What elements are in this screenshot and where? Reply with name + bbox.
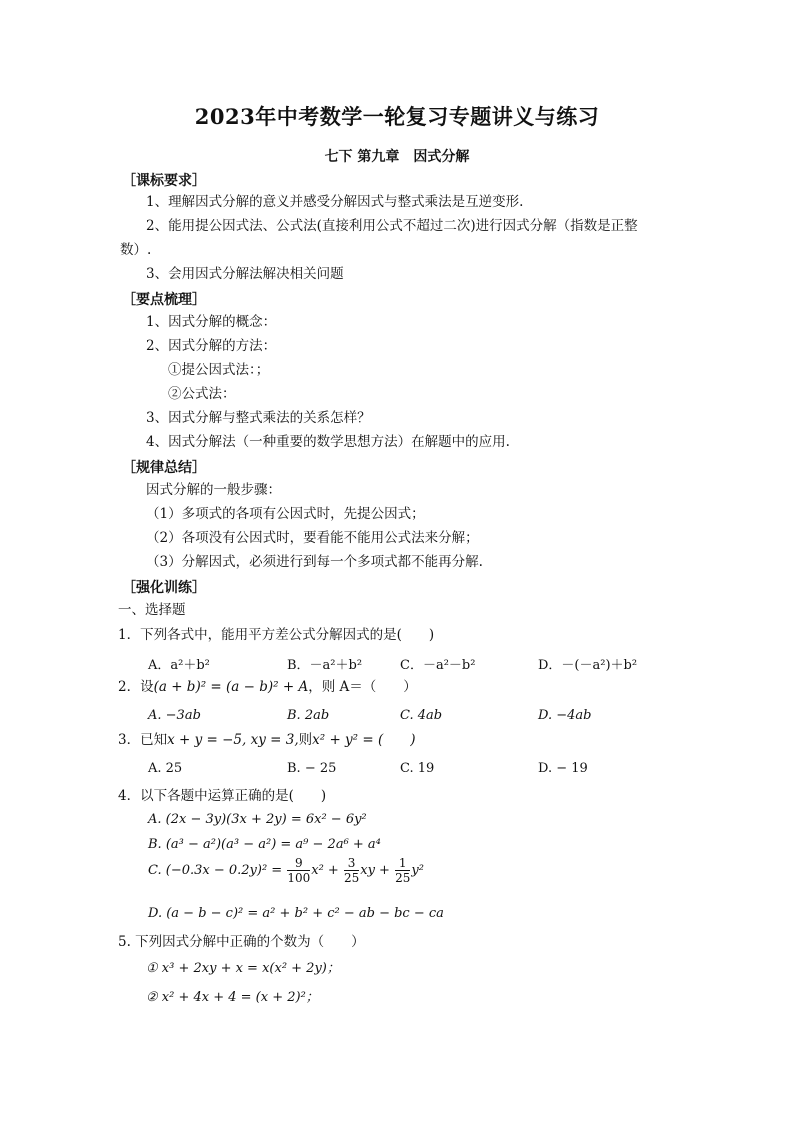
q4-stem: 4．以下各题中运算正确的是( ) [118,788,327,804]
q2-stem [118,678,417,696]
keypoint-2-2: ②公式法： [168,386,236,402]
q5-item-1: ① x³ + 2xy + x = x(x² + 2y)； [146,961,340,976]
q2-option-a: A. −3ab [148,708,201,723]
q3-condition: x + y = −5, xy = 3, [167,732,299,748]
q4-option-c: C. (−0.3x − 0.2y)² = $\frac{9}{100}$ x² + $\frac{3}{25}$ xy + $\frac{1}{25}$ y² [148,856,424,885]
keypoint-1: 1、因式分解的概念： [146,314,277,330]
q3-stem [118,731,416,749]
requirement-1: 1、理解因式分解的意义并感受分解因式与整式乘法是互逆变形. [146,194,524,210]
q4-option-b: B. (a³ − a²)(a³ − a²) = a⁹ − 2a⁶ + a⁴ [148,837,381,852]
section-heading-requirements: ［课标要求］ [122,173,206,189]
summary-step-3: （3）分解因式，必须进行到每一个多项式都不能再分解. [146,554,483,570]
summary-step-1: （1）多项式的各项有公因式时，先提公因式； [146,506,425,522]
q4-option-d: D. (a − b − c)² = a² + b² + c² − ab − bc − ca [148,906,444,921]
keypoint-4: 4、因式分解法（一种重要的数学思想方法）在解题中的应用. [146,434,510,450]
q4-option-a: A. (2x − 3y)(3x + 2y) = 6x² − 6y² [148,812,367,827]
q3-option-a: A. 25 [148,761,183,776]
q1-option-a: A．a²＋b² [148,658,210,673]
section-heading-training: ［强化训练］ [122,580,206,596]
q3-target: x² + y² = ( ) [312,732,416,748]
q3-mid: 则 [298,732,313,748]
q2-option-c: C. 4ab [400,708,443,723]
q2-option-d: D. −4ab [538,708,592,723]
q1-option-d: D．－(－a²)＋b² [538,658,638,673]
q4-c-frac-2: $\frac{3}{25}$ [343,856,360,885]
keypoint-3: 3、因式分解与整式乘法的关系怎样？ [146,410,371,426]
section-heading-keypoints: ［要点梳理］ [122,292,206,308]
requirement-3: 3、会用因式分解法解决相关问题 [146,266,344,282]
q3-prefix: 3．已知 [118,732,168,748]
summary-step-2: （2）各项没有公因式时，要看能不能用公式法来分解； [146,530,479,546]
q1-stem: 1．下列各式中，能用平方差公式分解因式的是( ) [118,627,435,643]
q2-option-b: B. 2ab [287,708,330,723]
q5-item-2: ② x² + 4x + 4 = (x + 2)²； [146,990,319,1005]
q2-expression: (a + b)² = (a − b)² + A [153,679,309,695]
q3-option-c: C. 19 [400,761,435,776]
q4-c-frac-3: $\frac{1}{25}$ [395,856,411,885]
summary-intro: 因式分解的一般步骤： [146,482,281,498]
keypoint-2: 2、因式分解的方法： [146,338,277,354]
page-title: 2023年中考数学一轮复习专题讲义与练习 [194,104,600,129]
part1-heading: 一、选择题 [118,602,186,618]
q2-suffix: ，则 A＝（ ） [308,679,417,695]
q5-stem: 5. 下列因式分解中正确的个数为（ ） [118,934,365,950]
chapter-subtitle: 七下 第九章 因式分解 [324,149,470,165]
q1-option-c: C．－a²－b² [400,658,476,673]
requirement-2: 2、能用提公因式法、公式法(直接利用公式不超过二次)进行因式分解（指数是正整 [146,218,638,234]
q3-option-b: B. − 25 [287,761,337,776]
q3-option-d: D. − 19 [538,761,588,776]
q2-prefix: 2．设 [118,679,154,695]
section-heading-summary: ［规律总结］ [122,460,206,476]
requirement-2-cont: 数）. [120,242,152,258]
keypoint-2-1: ①提公因式法：； [168,362,270,378]
q4-c-frac-1: $\frac{9}{100}$ [287,856,311,885]
q4-option-c-lhs: C. (−0.3x − 0.2y)² = [148,863,283,878]
q1-option-b: B．－a²＋b² [287,658,363,673]
